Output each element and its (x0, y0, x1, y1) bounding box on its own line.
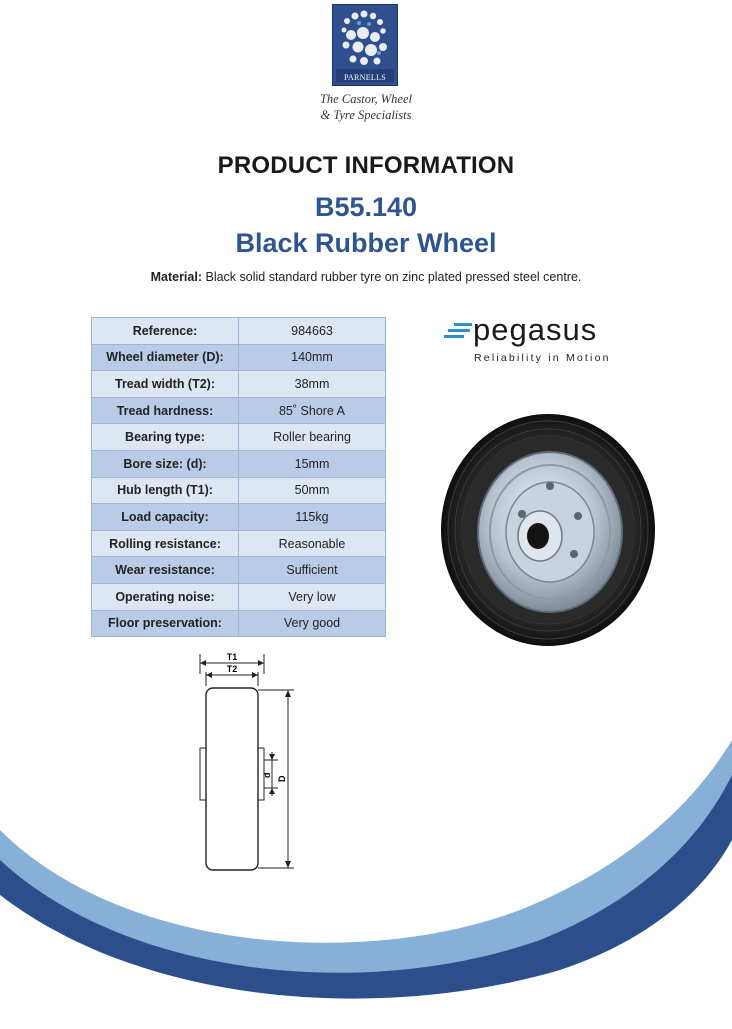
spec-value: Sufficient (239, 557, 386, 584)
pegasus-tagline: Reliability in Motion (474, 352, 611, 364)
table-row (92, 477, 386, 504)
spec-value: 984663 (239, 318, 386, 345)
material-label: Material: (150, 270, 202, 284)
spec-value: 85˚ Shore A (239, 397, 386, 424)
company-tagline (300, 91, 432, 123)
table-row (92, 344, 386, 371)
table-row (92, 424, 386, 451)
spec-label: Floor preservation: (92, 610, 239, 637)
spec-value: Roller bearing (239, 424, 386, 451)
table-row (92, 450, 386, 477)
spec-label: Wear resistance: (92, 557, 239, 584)
d-small-label: d (262, 772, 272, 778)
footer-swoosh (0, 720, 732, 1029)
pegasus-stripes-icon (444, 320, 474, 346)
d-big-label: D (277, 775, 287, 782)
parnells-logo-text: PARNELLS (343, 73, 387, 82)
spec-label: Tread width (T2): (92, 371, 239, 398)
tagline-line-2: & Tyre Specialists (320, 108, 412, 122)
page-title: PRODUCT INFORMATION (217, 152, 515, 179)
spec-label: Tread hardness: (92, 397, 239, 424)
spec-value: 140mm (239, 344, 386, 371)
spec-label: Operating noise: (92, 583, 239, 610)
wheel-image (440, 412, 660, 653)
material-description (0, 270, 732, 284)
spec-value: 38mm (239, 371, 386, 398)
pegasus-wordmark: pegasus (473, 312, 598, 347)
t1-label: T1 (226, 652, 238, 662)
pegasus-logo (444, 314, 620, 370)
table-row (92, 557, 386, 584)
rubber-wheel-icon (440, 412, 660, 648)
spec-label: Rolling resistance: (92, 530, 239, 557)
spec-label: Load capacity: (92, 504, 239, 531)
product-code: B55.140 (314, 192, 418, 222)
parnells-logo (332, 4, 398, 86)
table-row (92, 318, 386, 345)
spec-label: Hub length (T1): (92, 477, 239, 504)
spec-value: Very low (239, 583, 386, 610)
table-row (92, 397, 386, 424)
table-row (92, 530, 386, 557)
tagline-line-1: The Castor, Wheel (319, 92, 412, 106)
spec-table (91, 317, 386, 637)
product-name: Black Rubber Wheel (235, 228, 497, 258)
spec-label: Reference: (92, 318, 239, 345)
spec-label: Bearing type: (92, 424, 239, 451)
table-row (92, 583, 386, 610)
table-row (92, 504, 386, 531)
spec-value: 15mm (239, 450, 386, 477)
spec-label: Bore size: (d): (92, 450, 239, 477)
spec-value: 50mm (239, 477, 386, 504)
spec-value: Reasonable (239, 530, 386, 557)
spec-value: Very good (239, 610, 386, 637)
spec-label: Wheel diameter (D): (92, 344, 239, 371)
table-row (92, 610, 386, 637)
material-text: Black solid standard rubber tyre on zinc plated pressed steel centre. (205, 270, 582, 284)
t2-label: T2 (226, 664, 238, 674)
spec-value: 115kg (239, 504, 386, 531)
footer-swoosh-graphic (0, 720, 732, 1024)
table-row (92, 371, 386, 398)
